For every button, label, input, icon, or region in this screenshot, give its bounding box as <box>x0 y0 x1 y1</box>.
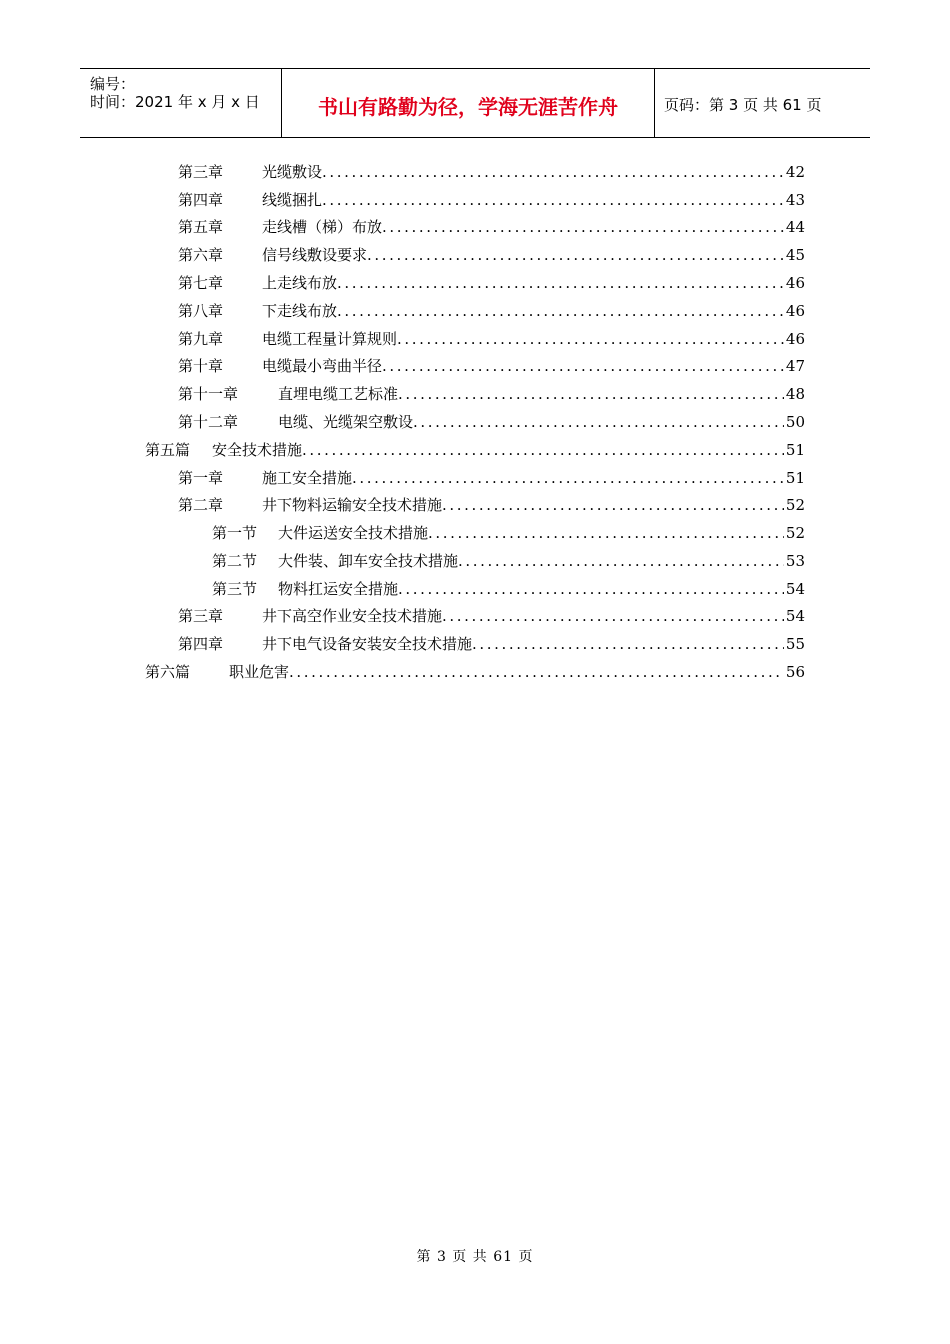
toc-entry[interactable] <box>145 662 805 682</box>
toc-entry-title: 电缆最小弯曲半径 <box>262 357 383 375</box>
toc-entry-number: 第九章 <box>178 330 224 348</box>
toc-entry-number: 第四章 <box>178 635 224 653</box>
toc-entry-number: 第五篇 <box>145 441 191 459</box>
toc-entry-page: 53 <box>785 552 805 570</box>
toc-entry-title: 线缆捆扎 <box>262 191 323 209</box>
toc-entry-page: 47 <box>785 357 805 375</box>
toc-entry-number: 第十二章 <box>178 413 239 431</box>
toc-entry-title: 光缆敷设 <box>262 163 323 181</box>
toc-dot-leader <box>397 329 784 349</box>
toc-dot-leader <box>428 523 784 543</box>
toc-dot-leader <box>337 301 784 321</box>
document-date-label: 时间：2021 年 x 月 x 日 <box>90 93 260 111</box>
toc-entry[interactable] <box>178 190 805 210</box>
toc-entry-number: 第八章 <box>178 302 224 320</box>
toc-entry-title: 安全技术措施 <box>212 441 303 459</box>
toc-entry-number: 第十章 <box>178 357 224 375</box>
toc-entry-number: 第一章 <box>178 469 224 487</box>
header-page-info: 页码：第 3 页 共 61 页 <box>664 96 822 114</box>
toc-entry-number: 第五章 <box>178 218 224 236</box>
toc-entry[interactable] <box>212 579 805 599</box>
toc-entry[interactable] <box>178 495 805 515</box>
header-page-cell <box>654 69 870 137</box>
toc-dot-leader <box>322 162 784 182</box>
toc-dot-leader <box>382 356 784 376</box>
toc-entry-number: 第六章 <box>178 246 224 264</box>
toc-dot-leader <box>367 245 784 265</box>
header-motto-cell <box>281 69 655 137</box>
toc-entry[interactable] <box>178 217 805 237</box>
toc-entry-page: 54 <box>785 580 805 598</box>
toc-entry-page: 46 <box>785 274 805 292</box>
page-footer: 第 3 页 共 61 页 <box>416 1249 534 1265</box>
toc-entry-title: 大件运送安全技术措施 <box>278 524 429 542</box>
toc-entry-page: 44 <box>785 218 805 236</box>
toc-dot-leader <box>442 606 784 626</box>
toc-entry[interactable] <box>178 634 805 654</box>
toc-entry[interactable] <box>178 412 805 432</box>
toc-entry-title: 井下物料运输安全技术措施 <box>262 496 443 514</box>
toc-dot-leader <box>398 384 784 404</box>
toc-entry-page: 51 <box>785 469 805 487</box>
toc-entry-title: 直埋电缆工艺标准 <box>278 385 399 403</box>
toc-entry-number: 第一节 <box>212 524 258 542</box>
toc-dot-leader <box>472 634 784 654</box>
toc-entry-number: 第二节 <box>212 552 258 570</box>
toc-entry-page: 45 <box>785 246 805 264</box>
toc-dot-leader <box>413 412 784 432</box>
toc-entry[interactable] <box>178 273 805 293</box>
toc-entry-number: 第四章 <box>178 191 224 209</box>
toc-entry-title: 井下高空作业安全技术措施 <box>262 607 443 625</box>
toc-entry-number: 第二章 <box>178 496 224 514</box>
toc-entry-title: 走线槽（梯）布放 <box>262 218 383 236</box>
toc-entry[interactable] <box>212 551 805 571</box>
toc-entry-title: 施工安全措施 <box>262 469 353 487</box>
toc-entry-page: 46 <box>785 330 805 348</box>
toc-entry-title: 信号线敷设要求 <box>262 246 368 264</box>
toc-entry-page: 51 <box>785 441 805 459</box>
toc-entry[interactable] <box>178 162 805 182</box>
toc-dot-leader <box>289 662 784 682</box>
toc-dot-leader <box>337 273 784 293</box>
toc-entry[interactable] <box>178 329 805 349</box>
toc-entry-title: 物料扛运安全措施 <box>278 580 399 598</box>
toc-entry[interactable] <box>178 468 805 488</box>
toc-entry-page: 54 <box>785 607 805 625</box>
toc-entry[interactable] <box>178 301 805 321</box>
toc-entry-number: 第三章 <box>178 607 224 625</box>
toc-entry-page: 55 <box>785 635 805 653</box>
toc-entry[interactable] <box>212 523 805 543</box>
toc-entry-title: 下走线布放 <box>262 302 338 320</box>
toc-dot-leader <box>458 551 784 571</box>
header-motto: 书山有路勤为径，学海无涯苦作舟 <box>318 95 618 119</box>
toc-entry-number: 第三节 <box>212 580 258 598</box>
toc-entry-page: 52 <box>785 524 805 542</box>
toc-entry[interactable] <box>178 606 805 626</box>
toc-entry-page: 48 <box>785 385 805 403</box>
toc-entry-title: 井下电气设备安装安全技术措施 <box>262 635 473 653</box>
toc-entry-page: 46 <box>785 302 805 320</box>
toc-entry-title: 大件装、卸车安全技术措施 <box>278 552 459 570</box>
toc-entry-page: 56 <box>785 663 805 681</box>
toc-entry-title: 电缆工程量计算规则 <box>262 330 398 348</box>
toc-entry-page: 50 <box>785 413 805 431</box>
toc-entry[interactable] <box>178 356 805 376</box>
document-header <box>80 68 870 138</box>
toc-entry-number: 第六篇 <box>145 663 191 681</box>
toc-dot-leader <box>352 468 784 488</box>
toc-dot-leader <box>302 440 784 460</box>
toc-dot-leader <box>382 217 784 237</box>
toc-dot-leader <box>398 579 784 599</box>
header-info-cell <box>80 69 280 137</box>
toc-dot-leader <box>442 495 784 515</box>
toc-entry-number: 第十一章 <box>178 385 239 403</box>
toc-entry-title: 上走线布放 <box>262 274 338 292</box>
toc-entry[interactable] <box>178 384 805 404</box>
toc-entry[interactable] <box>178 245 805 265</box>
toc-entry-title: 职业危害 <box>229 663 290 681</box>
toc-entry-page: 52 <box>785 496 805 514</box>
toc-entry-title: 电缆、光缆架空敷设 <box>278 413 414 431</box>
toc-entry[interactable] <box>145 440 805 460</box>
toc-entry-number: 第三章 <box>178 163 224 181</box>
toc-dot-leader <box>322 190 784 210</box>
toc-entry-page: 43 <box>785 191 805 209</box>
document-number-label: 编号： <box>90 75 136 93</box>
toc-entry-number: 第七章 <box>178 274 224 292</box>
toc-entry-page: 42 <box>785 163 805 181</box>
